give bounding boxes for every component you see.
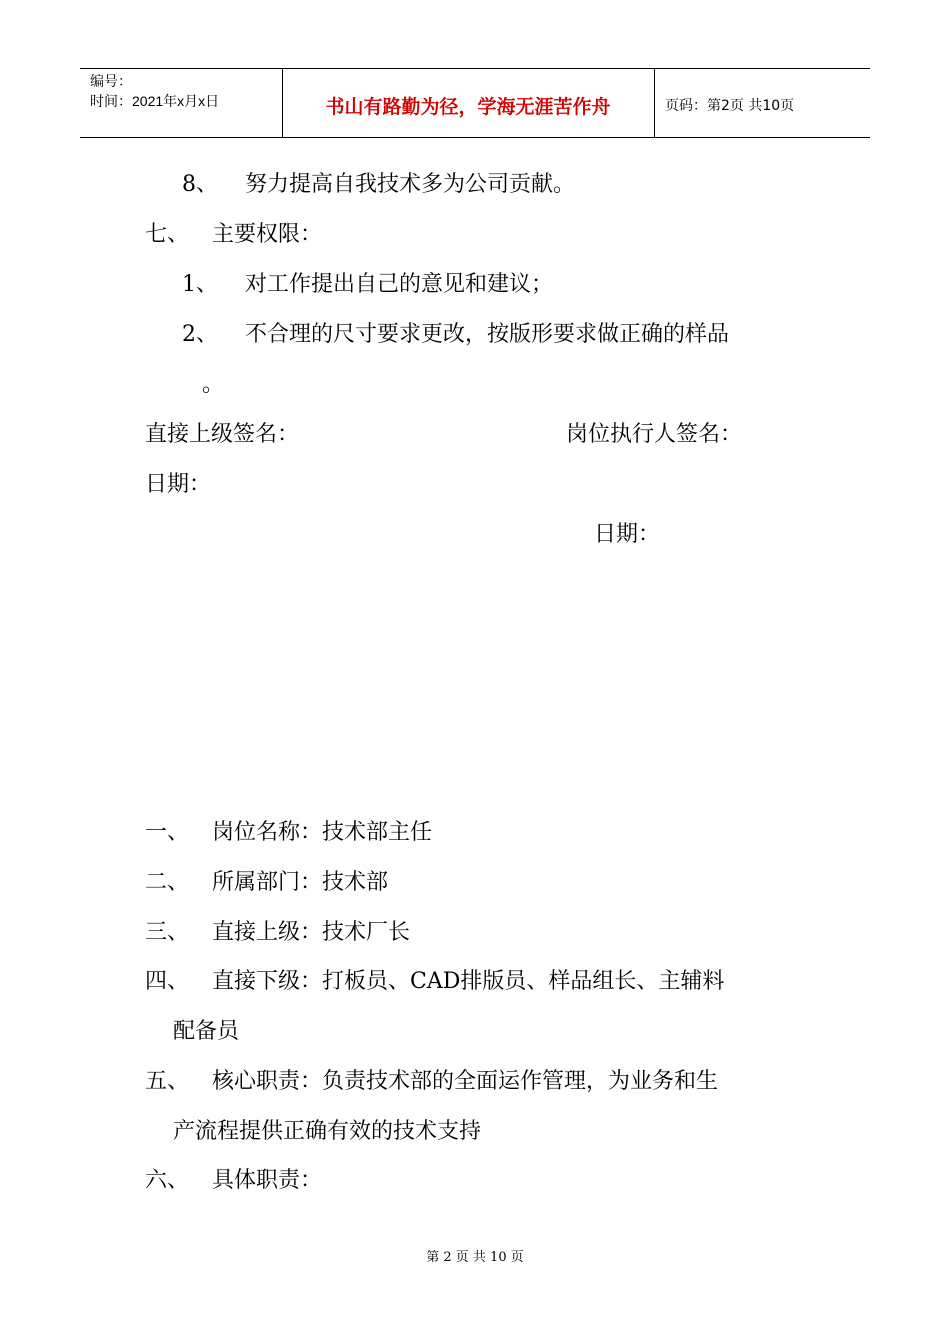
section-number: 三、 xyxy=(145,920,190,945)
executor-signature-label: 岗位执行人签名： xyxy=(566,422,743,447)
executor-date-label: 日期： xyxy=(594,522,661,547)
section-heading-4 xyxy=(145,967,724,997)
section-number: 七、 xyxy=(145,222,190,247)
list-number: 2、 xyxy=(182,322,218,347)
page-header xyxy=(80,68,870,138)
list-text: 不合理的尺寸要求更改，按版形要求做正确的样品 xyxy=(245,322,730,347)
section-number: 六、 xyxy=(145,1168,190,1193)
section-text: 具体职责： xyxy=(212,1168,323,1193)
supervisor-signature-label: 直接上级签名： xyxy=(145,422,300,447)
section-text: 直接上级：技术厂长 xyxy=(212,920,411,945)
section-heading-7 xyxy=(145,220,322,250)
header-motto: 书山有路勤为径，学海无涯苦作舟 xyxy=(325,96,611,118)
section-text: 岗位名称：技术部主任 xyxy=(212,820,433,845)
section-text: 核心职责：负责技术部的全面运作管理，为业务和生 xyxy=(212,1069,719,1094)
header-info-cell xyxy=(80,69,283,137)
document-date-label: 时间：2021年x月x日 xyxy=(90,93,220,109)
section-text: 直接下级：打板员、CAD排版员、样品组长、主辅料 xyxy=(212,969,725,994)
section-number: 四、 xyxy=(145,969,190,994)
list-number: 8、 xyxy=(182,172,218,197)
section-heading-1 xyxy=(145,818,432,848)
section-heading-5 xyxy=(145,1067,718,1097)
page-footer: 第 2 页 共 10 页 xyxy=(426,1250,524,1265)
duty-item-8 xyxy=(182,170,575,200)
section-heading-3 xyxy=(145,918,410,948)
section-title: 主要权限： xyxy=(212,222,323,247)
section-4-continuation: 配备员 xyxy=(173,1019,240,1044)
header-page-cell xyxy=(655,69,870,137)
document-number-label: 编号： xyxy=(90,73,132,89)
section-text: 所属部门：技术部 xyxy=(212,870,389,895)
section-5-continuation: 产流程提供正确有效的技术支持 xyxy=(173,1119,482,1144)
list-text: 对工作提出自己的意见和建议； xyxy=(245,272,554,297)
list-text: 努力提高自我技术多为公司贡献。 xyxy=(245,172,576,197)
header-motto-cell xyxy=(282,69,655,137)
list-number: 1、 xyxy=(182,272,218,297)
section-number: 一、 xyxy=(145,820,190,845)
permission-item-2-continuation: 。 xyxy=(202,372,225,397)
permission-item-1 xyxy=(182,270,553,300)
header-page-number: 页码：第2页 共10页 xyxy=(665,98,795,114)
permission-item-2 xyxy=(182,320,729,350)
section-number: 二、 xyxy=(145,870,190,895)
section-number: 五、 xyxy=(145,1069,190,1094)
section-heading-6 xyxy=(145,1166,322,1196)
supervisor-date-label: 日期： xyxy=(145,472,212,497)
section-heading-2 xyxy=(145,868,388,898)
